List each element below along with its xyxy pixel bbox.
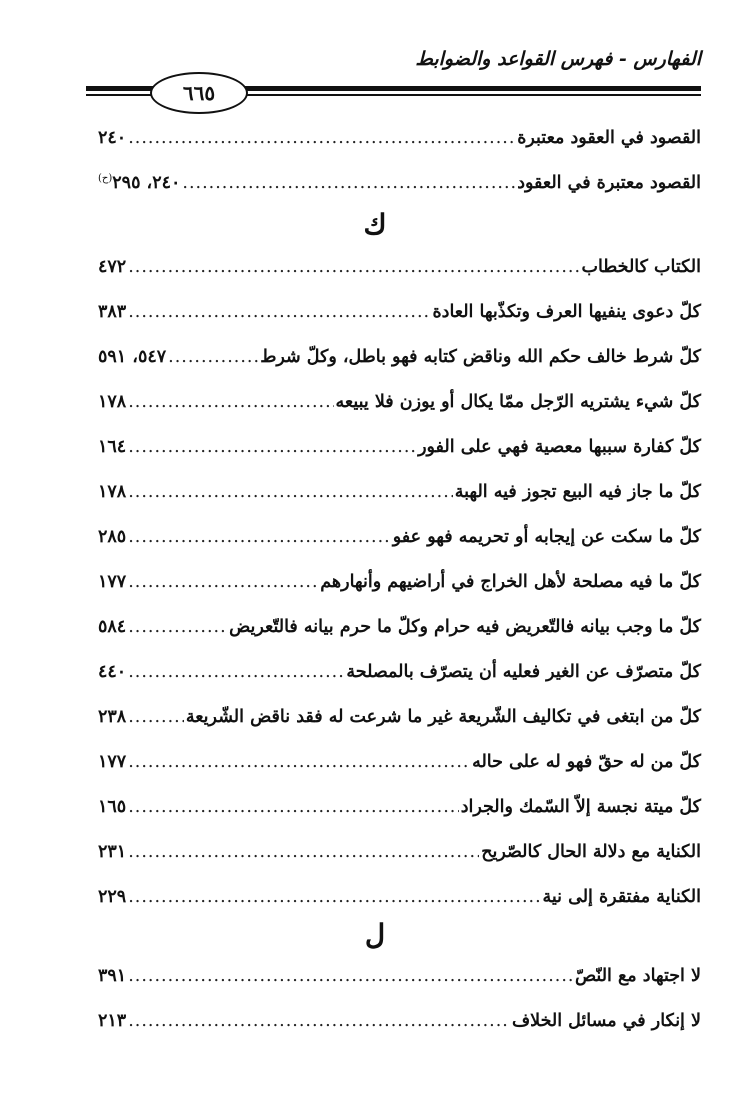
leader-dots <box>128 617 227 637</box>
entry-text: كلّ من له حقّ فهو له على حاله <box>472 752 701 772</box>
leader-dots <box>128 797 459 817</box>
entry-text: كلّ دعوى ينفيها العرف وتكذّبها العادة <box>432 302 701 322</box>
entry-text: كلّ متصرّف عن الغير فعليه أن يتصرّف بالمصلحة <box>346 662 701 682</box>
entry-pages: ٣٩١ <box>98 966 127 986</box>
entry-pages: ١٧٧ <box>98 752 127 772</box>
running-title: الفهارس - فهرس القواعد والضوابط <box>415 48 701 70</box>
entry-pages: ٢٣٨ <box>98 707 127 727</box>
index-entry <box>98 842 701 878</box>
index-entry <box>98 437 701 473</box>
entry-text: لا إنكار في مسائل الخلاف <box>512 1011 701 1031</box>
entry-pages: ٥٤٧، ٥٩١ <box>98 347 167 367</box>
index-entry <box>98 752 701 788</box>
index-entry <box>98 662 701 698</box>
entry-text: كلّ من ابتغى في تكاليف الشّريعة غير ما شرعت له فقد ناقض الشّريعة <box>185 707 701 727</box>
leader-dots <box>128 966 573 986</box>
entry-text: كلّ شرط خالف حكم الله وناقض كتابه فهو باطل، وكلّ شرط <box>260 347 701 367</box>
leader-dots <box>128 662 344 682</box>
index-entry <box>98 707 701 743</box>
entry-text: الكتاب كالخطاب <box>581 257 701 277</box>
entry-pages: ٤٧٢ <box>98 257 127 277</box>
index-entry <box>98 173 701 209</box>
page-refs: ٢٤٠ <box>98 128 127 148</box>
entry-pages: ١٦٤ <box>98 437 127 457</box>
entry-text: لا اجتهاد مع النّصّ <box>574 966 701 986</box>
leader-dots <box>128 128 515 148</box>
entry-text: كلّ ما فيه مصلحة لأهل الخراج في أراضيهم وأنهارهم <box>320 572 701 592</box>
leader-dots <box>128 1011 510 1031</box>
leader-dots <box>128 887 540 907</box>
section-letter-lam: ل <box>364 918 386 951</box>
index-entry <box>98 797 701 833</box>
index-entry <box>98 966 701 1002</box>
entry-text: القصود في العقود معتبرة <box>517 128 701 148</box>
leader-dots <box>128 257 579 277</box>
entry-pages <box>98 128 126 148</box>
page-refs: ٢٤٠، ٢٩٥ <box>112 173 181 193</box>
index-entry <box>98 128 701 164</box>
index-entry <box>98 1011 701 1047</box>
entry-text: الكناية مع دلالة الحال كالصّريح <box>481 842 701 862</box>
entry-pages: ٢٨٥ <box>98 527 127 547</box>
entry-text: القصود معتبرة في العقود <box>517 173 701 193</box>
index-entry <box>98 617 701 653</box>
leader-dots <box>128 842 479 862</box>
leader-dots <box>128 572 318 592</box>
index-entry <box>98 347 701 383</box>
entry-text: كلّ ميتة نجسة إلاّ السّمك والجراد <box>460 797 701 817</box>
entry-text: كلّ كفارة سببها معصية فهي على الفور <box>418 437 701 457</box>
entry-pages: ٥٨٤ <box>98 617 127 637</box>
leader-dots <box>168 347 258 367</box>
index-entry <box>98 392 701 428</box>
entry-text: كلّ ما سكت عن إيجابه أو تحريمه فهو عفو <box>392 527 701 547</box>
leader-dots <box>128 482 453 502</box>
entry-text: الكناية مفتقرة إلى نية <box>542 887 701 907</box>
entry-pages <box>98 173 180 193</box>
entry-pages: ١٧٨ <box>98 392 127 412</box>
leader-dots <box>128 752 470 772</box>
section-letter-kaf: ك <box>363 208 387 241</box>
footnote-marker: (ح) <box>98 173 113 185</box>
index-entry <box>98 257 701 293</box>
leader-dots <box>128 437 416 457</box>
entry-text: كلّ شيء يشتريه الرّجل ممّا يكال أو يوزن فلا يبيعه <box>335 392 701 412</box>
leader-dots <box>128 527 391 547</box>
entry-pages: ١٧٧ <box>98 572 127 592</box>
leader-dots <box>128 302 430 322</box>
leader-dots <box>182 173 515 193</box>
index-entry <box>98 302 701 338</box>
index-entry <box>98 527 701 563</box>
entry-text: كلّ ما وجب بيانه فالتّعريض فيه حرام وكلّ ما حرم بيانه فالتّعريض <box>229 617 701 637</box>
entry-pages: ٤٤٠ <box>98 662 127 682</box>
entry-pages: ٢٣١ <box>98 842 127 862</box>
entry-pages: ٢٢٩ <box>98 887 127 907</box>
entry-pages: ٣٨٣ <box>98 302 127 322</box>
entry-pages: ١٧٨ <box>98 482 127 502</box>
entry-text: كلّ ما جاز فيه البيع تجوز فيه الهبة <box>454 482 701 502</box>
index-entry <box>98 572 701 608</box>
index-entry <box>98 482 701 518</box>
leader-dots <box>128 392 333 412</box>
entry-pages: ١٦٥ <box>98 797 127 817</box>
leader-dots <box>128 707 184 727</box>
page-number: ٦٦٥ <box>150 72 248 114</box>
entry-pages: ٢١٣ <box>98 1011 127 1031</box>
